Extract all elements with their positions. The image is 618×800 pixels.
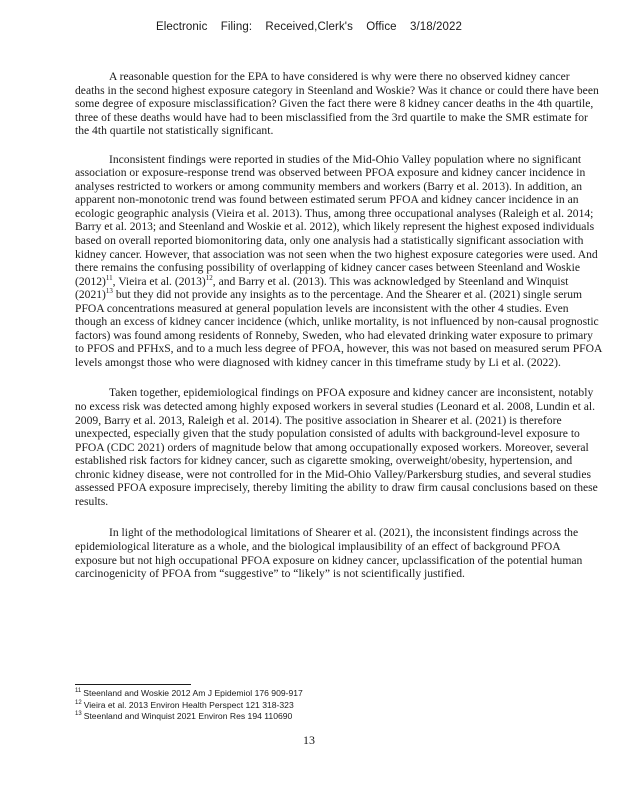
paragraph-2-part-b: , Vieira et al. (2013): [112, 274, 206, 288]
document-body: [75, 70, 602, 596]
footnote: [75, 688, 595, 700]
footnote-number: 13: [75, 711, 82, 718]
footnote-text: Steenland and Winquist 2021 Environ Res 194 110690: [83, 711, 293, 721]
paragraph-2-part-c: , and Barry et al. (2013). This was acknowledged by Steenland and Winquist (2021): [75, 274, 569, 302]
footnote-divider: [75, 684, 191, 685]
paragraph-4: In light of the methodological limitations of Shearer et al. (2021), the inconsistent findings across the epidemiological literature as a whole, and the biological implausibility of an effect of background PFOA exposure but not high occupational PFOA exposure on kidney cancer, upclassification of the potential human carcinogenicity of PFOA from “suggestive” to “likely” is not scientifically justified.: [75, 526, 583, 581]
header-electronic: Electronic: [155, 21, 208, 33]
footnote-number: 12: [75, 699, 82, 706]
footnote-ref-13: 13: [105, 287, 113, 296]
header-received: Received,: [265, 21, 318, 33]
footnote-ref-11: 11: [105, 273, 113, 282]
footnote-text: Steenland and Woskie 2012 Am J Epidemiol 176 909-917: [83, 688, 303, 698]
footnote-ref-12: 12: [205, 273, 213, 282]
header-date: 3/18/2022: [409, 21, 463, 33]
footnote-text: Vieira et al. 2013 Environ Health Perspect 121 318-323: [83, 699, 294, 710]
footnote-number: 11: [75, 688, 82, 695]
page-number: 13: [303, 733, 315, 747]
paragraph-2-part-d: but they did not provide any insights as to the percentage. And the Shearer et al. (2021) single serum PFOA concentrations measured at general population levels are inconsistent with the other 4 studies. Even though an excess of kidney cancer incidence (which, unlike mortality, is not influenced by non-causal prognostic factors) was found among residents of Ronneby, Sweden, who had elevated drinking water exposure to primary to PFOS and PFHxS, and to a much less degree of PFOA, however, this was not based on measured serum PFOA levels amongst those who were diagnosed with kidney cancer in this timeframe study by Li et al. (2022).: [75, 288, 602, 369]
paragraph-1: A reasonable question for the EPA to have considered is why were there no observed kidney cancer deaths in the second highest exposure category in Steenland and Woskie? Was it chance or could there have been some degree of exposure misclassification? Given the fact there were 8 kidney cancer deaths in the 4th quartile, three of these deaths would have had to been misclassified from the 3rd quartile to make the SMR estimate for the 4th quartile not statistically significant.: [75, 70, 599, 138]
footnotes: [75, 688, 595, 723]
header-clerks: Clerk's: [317, 21, 353, 33]
header-filing: Filing:: [220, 21, 253, 33]
filing-header: [0, 21, 618, 33]
paragraph-2: [75, 153, 602, 370]
footnote: [75, 711, 595, 723]
footnote: [75, 700, 595, 712]
header-office: Office: [366, 21, 397, 33]
paragraph-2-part-a: Inconsistent findings were reported in studies of the Mid-Ohio Valley population where no significant association or exposure-response trend was observed between PFOA exposure and kidney cancer incidence in analyses restricted to workers or among community members and workers (Barry et al. 2013). In addition, an apparent non-monotonic trend was found between estimated serum PFOA and kidney cancer incidence in an ecologic geographic analysis (Vieira et al. 2013). Thus, among three occupational analyses (Raleigh et al. 2014; Barry et al. 2013; and Steenland and Woskie et al. 2012), which likely represent the highest exposed individuals based on overall reported biomonitoring data, only one analysis had a statistically significant association with kidney cancer. However, that association was not seen when the two highest exposure categories were used. And there remains the confusing possibility of overlapping of kidney cancer cases between Steenland and Woskie (2012): [75, 152, 598, 288]
paragraph-3: Taken together, epidemiological findings on PFOA exposure and kidney cancer are inconsistent, notably no excess risk was detected among highly exposed workers in several studies (Leonard et al. 2008, Lundin et al. 2009, Barry et al. 2013, Raleigh et al. 2014). The positive association in Shearer et al. (2021) is therefore unexpected, especially given that the study population consisted of adults with background-level exposure to PFOA (CDC 2021) orders of magnitude below that among occupationally exposed workers. Moreover, several established risk factors for kidney cancer, such as cigarette smoking, overweight/obesity, hypertension, and chronic kidney disease, were not controlled for in the Mid-Ohio Valley/Parkersburg studies, and several studies assessed PFOA exposure imprecisely, thereby limiting the ability to draw firm causal conclusions based on these results.: [75, 386, 598, 508]
